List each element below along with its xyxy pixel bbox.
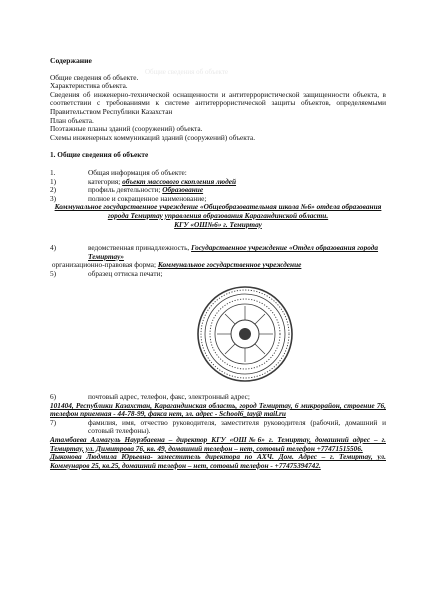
item-label: категория; bbox=[88, 176, 121, 186]
item-label: профиль деятельности; bbox=[88, 185, 161, 195]
item-number: 3) bbox=[50, 193, 57, 203]
legal-form-label: организационно-правовая форма; bbox=[51, 260, 156, 270]
toc-item: Характеристика объекта. bbox=[50, 81, 128, 91]
item-number: 7) bbox=[50, 417, 57, 427]
item-value: объект массового скопления людей bbox=[122, 176, 237, 186]
bleed-heading: Общие сведения об объекте bbox=[145, 68, 229, 76]
organization-short-name: КГУ «ОШ№6» г. Темиртау bbox=[174, 219, 262, 229]
postal-address: 101404, Республики Казахстан, Карагандинская область, город Темиртау, 6 микрорайон, строение 76, телефон приемная - 44-78-99, факса нет, эл. адрес - School6_tay@ mail.ru bbox=[50, 400, 386, 419]
item-value: Государственное учреждение «Отдел образования города Темиртау» bbox=[88, 243, 379, 261]
item-label: ведомственная принадлежность, bbox=[88, 243, 190, 253]
toc-item: Схемы инженерных коммуникаций зданий (сооружений) объекта. bbox=[50, 132, 256, 142]
item-label: почтовый адрес, телефон, факс, электронный адрес; bbox=[88, 392, 250, 402]
item-number: 1. bbox=[50, 167, 56, 177]
page-title: Содержание bbox=[50, 56, 92, 65]
item-label: образец оттиска печати; bbox=[88, 268, 163, 278]
item-number: 6) bbox=[50, 392, 57, 402]
toc-item: Сведения об инженерно-технической оснащенности и антитеррористической защищенности объекта, в соответствии с требованиями к системе антитеррористической защиты объектов, определяемыми Правительством Республики Казахстан bbox=[50, 89, 386, 116]
document-content bbox=[50, 57, 386, 470]
toc-item: План объекта. bbox=[50, 115, 94, 125]
item-label: Общая информация об объекте: bbox=[88, 167, 187, 177]
list-item bbox=[50, 419, 386, 436]
seal-stamp-icon bbox=[195, 284, 295, 384]
organization-name: Коммунальное государственное учреждение «Общеобразовательная школа №6» отдела образования города Темиртау управления образования Карагандинской области. bbox=[54, 202, 382, 220]
item-number: 4) bbox=[50, 243, 57, 253]
legal-form-value: Коммунальное государственное учреждение bbox=[157, 260, 302, 270]
table-of-contents bbox=[50, 74, 386, 143]
deputy-director-info: Дыконова Людмила Юрьевна- заместитель директора по АХЧ. Дом. Адрес – г. Темиртау, ул. Коммунаров 25, кв.25, домашний телефон – нет, сотовый телефон - +77475394742. bbox=[50, 452, 386, 470]
toc-item: Поэтажные планы зданий (сооружений) объекта. bbox=[50, 124, 203, 134]
list-item bbox=[50, 244, 386, 261]
item-number: 2) bbox=[50, 185, 57, 195]
list-item bbox=[50, 270, 386, 279]
item-label: полное и сокращенное наименование; bbox=[88, 193, 207, 203]
section-heading: 1. Общие сведения об объекте bbox=[50, 150, 149, 160]
item-value: Образование bbox=[162, 185, 204, 195]
item-number: 1) bbox=[50, 176, 57, 186]
item-number: 5) bbox=[50, 268, 57, 278]
director-info: Атамбаева Алмагуль Наурзбаевна – директор КГУ «ОШ№6» г. Темиртау, домашний адрес – г. Темиртау, ул. Димитрова 76, кв. 49, домашний телефон – нет, сотовый телефон +77471515506. bbox=[50, 435, 386, 453]
item-label: фамилия, имя, отчество руководителя, заместителя руководителя (рабочий, домашний и сотовый телефоны). bbox=[88, 417, 386, 436]
toc-item: Общие сведения об объекте. bbox=[50, 72, 139, 82]
